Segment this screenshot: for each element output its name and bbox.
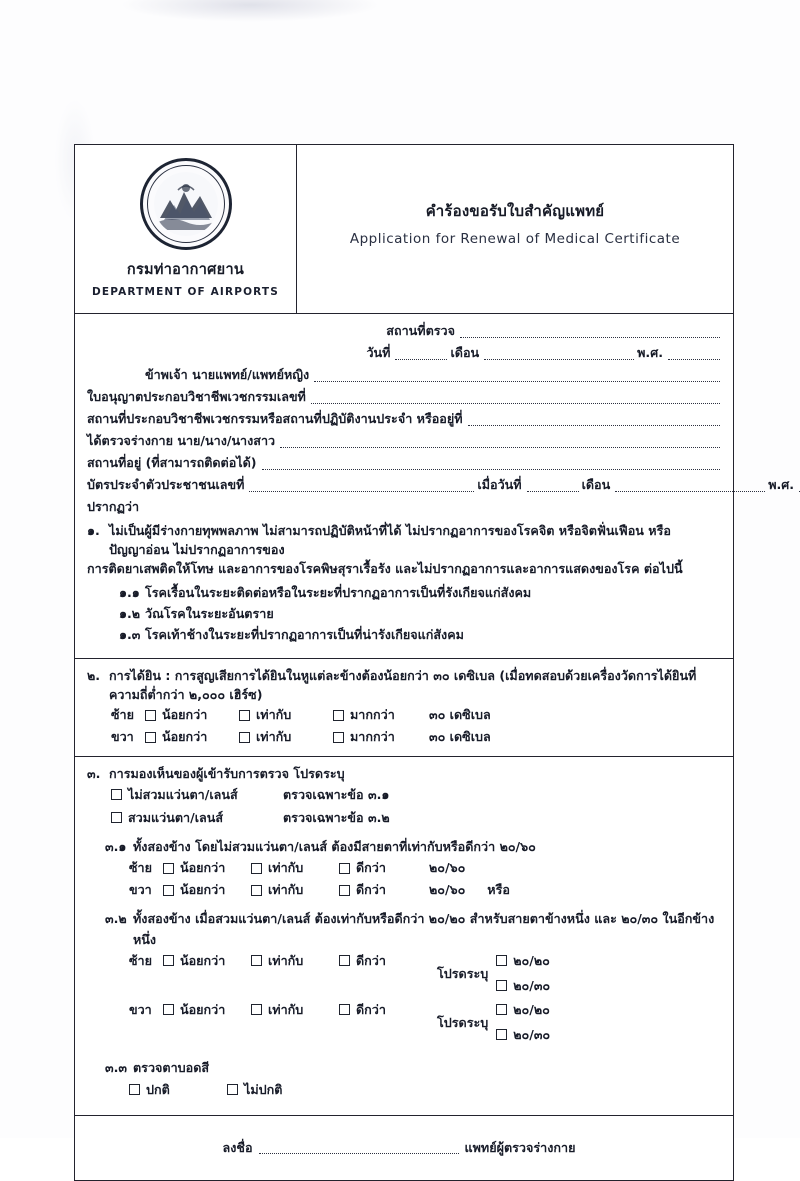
vision-32-left-better-option[interactable] bbox=[339, 950, 427, 971]
id-card-input[interactable] bbox=[249, 480, 474, 492]
checkbox-icon[interactable] bbox=[163, 955, 174, 966]
workplace-label: สถานที่ประกอบวิชาชีพเวชกรรมหรือสถานที่ปฏิบัติงานประจำ หรืออยู่ที่ bbox=[87, 411, 463, 426]
checkbox-icon[interactable] bbox=[339, 1004, 350, 1015]
option-label: ไม่สวมแว่นตา/เลนส์ bbox=[128, 787, 238, 802]
vision-31-left-less-option[interactable] bbox=[163, 857, 251, 879]
exam-place-input[interactable] bbox=[460, 326, 720, 338]
checkbox-icon[interactable] bbox=[496, 1029, 507, 1040]
checkbox-icon[interactable] bbox=[339, 955, 350, 966]
checkbox-icon[interactable] bbox=[163, 1004, 174, 1015]
exam-month-input[interactable] bbox=[484, 348, 634, 360]
option-label: เท่ากับ bbox=[268, 882, 304, 897]
checkbox-icon[interactable] bbox=[496, 1004, 507, 1015]
exam-day-label: วันที่ bbox=[366, 345, 391, 360]
vision-32-left-specify-label: โปรดระบุ bbox=[437, 965, 489, 981]
option-label: น้อยกว่า bbox=[180, 882, 226, 897]
hearing-side-label: ซ้าย bbox=[111, 707, 134, 722]
vision-32-left-specify-group bbox=[437, 950, 590, 996]
vision-32-right-specify-2030[interactable] bbox=[496, 1024, 590, 1045]
examinee-name-label: ได้ตรวจร่างกาย นาย/นาง/นางสาว bbox=[87, 433, 276, 448]
vision-32-right-specify-2020[interactable] bbox=[496, 999, 590, 1020]
section-3-1-heading-row bbox=[105, 836, 723, 857]
option-label: สวมแว่นตา/เลนส์ bbox=[128, 810, 224, 825]
department-seal-icon bbox=[140, 158, 232, 250]
applicant-details-section bbox=[75, 314, 795, 659]
option-label: เท่ากับ bbox=[268, 1002, 304, 1017]
option-label: ดีกว่า bbox=[356, 860, 386, 875]
section-1-number: ๑. bbox=[87, 523, 100, 538]
vision-32-right-specify-group bbox=[437, 999, 590, 1045]
vision-32-row-left bbox=[129, 950, 723, 996]
vision-32-right-better-option[interactable] bbox=[339, 999, 427, 1020]
hearing-row-right bbox=[111, 726, 723, 748]
vision-side-label: ขวา bbox=[129, 1002, 152, 1017]
section-3-2-number: ๓.๒ bbox=[105, 911, 127, 926]
section-1-item bbox=[119, 582, 723, 603]
section-2-heading: การได้ยิน : การสูญเสียการได้ยินในหูแต่ละข้างต้องน้อยกว่า ๓๐ เดซิเบล (เมื่อทดสอบด้วยเครื่องวัดการได้ยินที่ความถี่ต่ำกว่า ๒,๐๐๐ เฮิร์ซ) bbox=[109, 668, 697, 702]
section-2-clause bbox=[87, 666, 723, 704]
vision-32-right-less-option[interactable] bbox=[163, 999, 251, 1020]
vision-31-row-left bbox=[129, 857, 723, 879]
signature-input[interactable] bbox=[259, 1142, 459, 1154]
option-label: น้อยกว่า bbox=[162, 707, 208, 722]
id-card-label: บัตรประจำตัวประชาชนเลขที่ bbox=[87, 477, 245, 492]
medical-certificate-form bbox=[74, 144, 795, 1181]
vision-without-glasses-row bbox=[111, 783, 723, 806]
workplace-row bbox=[87, 409, 723, 430]
form-header bbox=[75, 145, 733, 314]
vision-with-glasses-option[interactable] bbox=[111, 806, 283, 829]
examinee-address-label: สถานที่อยู่ (ที่สามารถติดต่อได้) bbox=[87, 455, 257, 470]
option-label: ๒๐/๓๐ bbox=[513, 1027, 551, 1042]
vision-side-label: ซ้าย bbox=[129, 953, 152, 968]
hearing-side-label: ขวา bbox=[111, 729, 134, 744]
vision-side-label: ซ้าย bbox=[129, 860, 152, 875]
vision-31-left-better-option[interactable] bbox=[339, 857, 427, 879]
department-name-thai: กรมท่าอากาศยาน bbox=[126, 262, 245, 278]
option-label: น้อยกว่า bbox=[162, 729, 208, 744]
checkbox-icon[interactable] bbox=[129, 1084, 140, 1095]
option-label: น้อยกว่า bbox=[180, 860, 226, 875]
hearing-right-less-option[interactable] bbox=[145, 726, 239, 748]
vision-31-right-better-option[interactable] bbox=[339, 879, 427, 901]
license-number-input[interactable] bbox=[311, 392, 720, 404]
when-day-label: เมื่อวันที่ bbox=[477, 477, 522, 492]
section-3-2-heading: ทั้งสองข้าง เมื่อสวมแว่นตา/เลนส์ ต้องเท่ากับหรือดีกว่า ๒๐/๒๐ สำหรับสายตาข้างหนึ่ง และ ๒๐/๓๐ ในอีกข้างหนึ่ง bbox=[133, 911, 715, 947]
option-label: ๒๐/๒๐ bbox=[513, 1002, 550, 1017]
vision-31-left-value: ๒๐/๖๐ bbox=[429, 860, 466, 875]
option-label: น้อยกว่า bbox=[180, 953, 226, 968]
section-1-clause bbox=[87, 521, 723, 559]
section-1-item bbox=[119, 603, 723, 624]
checkbox-icon[interactable] bbox=[145, 710, 156, 721]
checkbox-icon[interactable] bbox=[496, 980, 507, 991]
exam-place-label: สถานที่ตรวจ bbox=[386, 323, 455, 338]
vision-with-glasses-note: ตรวจเฉพาะข้อ ๓.๒ bbox=[283, 810, 390, 825]
when-year-label: พ.ศ. bbox=[768, 477, 795, 492]
section-1-item-number: ๑.๒ bbox=[119, 606, 141, 621]
section-3-heading: การมองเห็นของผู้เข้ารับการตรวจ โปรดระบุ bbox=[109, 766, 345, 781]
license-number-label: ใบอนุญาตประกอบวิชาชีพเวชกรรมเลขที่ bbox=[87, 389, 306, 404]
vision-31-right-less-option[interactable] bbox=[163, 879, 251, 901]
option-label: ๒๐/๒๐ bbox=[513, 953, 550, 968]
hearing-left-more-option[interactable] bbox=[333, 704, 427, 726]
option-label: ดีกว่า bbox=[356, 882, 386, 897]
option-label: ๒๐/๓๐ bbox=[513, 978, 551, 993]
checkbox-icon[interactable] bbox=[111, 812, 122, 823]
vision-with-glasses-row bbox=[111, 806, 723, 829]
id-card-row bbox=[87, 475, 795, 496]
vision-32-left-specify-2030[interactable] bbox=[496, 975, 590, 996]
color-blindness-options-row bbox=[129, 1078, 723, 1101]
examinee-name-input[interactable] bbox=[280, 436, 720, 448]
option-label: เท่ากับ bbox=[268, 860, 304, 875]
when-day-input[interactable] bbox=[527, 480, 579, 492]
checkbox-icon[interactable] bbox=[227, 1084, 238, 1095]
vision-31-right-equal-option[interactable] bbox=[251, 879, 339, 901]
doctor-name-row bbox=[87, 365, 723, 386]
section-1-line-2: การติดยาเสพติดให้โทษ และอาการของโรคพิษสุราเรื้อรัง และไม่ปรากฏอาการและอาการแสดงของโรค ต่อไปนี้ bbox=[87, 561, 683, 576]
exam-month-label: เดือน bbox=[450, 345, 480, 360]
option-label: มากกว่า bbox=[350, 707, 395, 722]
section-1-item-number: ๑.๓ bbox=[119, 627, 141, 642]
when-month-input[interactable] bbox=[615, 480, 765, 492]
hearing-right-threshold: ๓๐ เดซิเบล bbox=[429, 729, 491, 744]
vision-32-left-less-option[interactable] bbox=[163, 950, 251, 971]
license-number-row bbox=[87, 387, 723, 408]
vision-31-right-value: ๒๐/๖๐ bbox=[429, 882, 466, 897]
signature-label: ลงชื่อ bbox=[222, 1140, 253, 1155]
appears-that-row bbox=[87, 497, 723, 518]
section-1-line-1: ไม่เป็นผู้มีร่างกายทุพพลภาพ ไม่สามารถปฏิบัติหน้าที่ได้ ไม่ปรากฏอาการของโรคจิต หรือจิตฟั่นเฟือน หรือปัญญาอ่อน ไม่ปรากฏอาการของ bbox=[109, 523, 671, 557]
option-label: ปกติ bbox=[146, 1082, 170, 1097]
checkbox-icon[interactable] bbox=[145, 732, 156, 743]
vision-side-label: ขวา bbox=[129, 882, 152, 897]
hearing-right-more-option[interactable] bbox=[333, 726, 427, 748]
hearing-left-equal-option[interactable] bbox=[239, 704, 333, 726]
checkbox-icon[interactable] bbox=[333, 732, 344, 743]
form-title-english: Application for Renewal of Medical Certificate bbox=[349, 231, 681, 247]
signature-row bbox=[75, 1116, 733, 1180]
checkbox-icon[interactable] bbox=[339, 863, 350, 874]
vision-31-left-equal-option[interactable] bbox=[251, 857, 339, 879]
checkbox-icon[interactable] bbox=[251, 1004, 262, 1015]
exam-date-row bbox=[87, 343, 723, 364]
doctor-name-input[interactable] bbox=[314, 370, 720, 382]
appears-that-label: ปรากฏว่า bbox=[87, 499, 140, 514]
header-title-cell bbox=[297, 145, 733, 313]
examinee-address-input[interactable] bbox=[262, 458, 720, 470]
section-3-2-heading-row bbox=[105, 908, 723, 950]
section-1-item-number: ๑.๑ bbox=[119, 585, 140, 600]
vision-32-right-equal-option[interactable] bbox=[251, 999, 339, 1020]
hearing-section bbox=[75, 659, 733, 757]
option-label: น้อยกว่า bbox=[180, 1002, 226, 1017]
section-3-3-number: ๓.๓ bbox=[105, 1060, 128, 1075]
vision-31-row-right bbox=[129, 879, 723, 901]
vision-32-left-specify-2020[interactable] bbox=[496, 950, 590, 971]
vision-without-glasses-option[interactable] bbox=[111, 783, 283, 806]
option-label: เท่ากับ bbox=[268, 953, 304, 968]
vision-without-glasses-note: ตรวจเฉพาะข้อ ๓.๑ bbox=[283, 787, 390, 802]
section-1-item-text: โรคเท้าช้างในระยะที่ปรากฏอาการเป็นที่น่ารังเกียจแก่สังคม bbox=[145, 627, 464, 642]
checkbox-icon[interactable] bbox=[111, 789, 122, 800]
option-label: ดีกว่า bbox=[356, 1002, 386, 1017]
department-name-english: DEPARTMENT OF AIRPORTS bbox=[92, 286, 279, 298]
option-label: เท่ากับ bbox=[256, 729, 292, 744]
checkbox-icon[interactable] bbox=[496, 955, 507, 966]
hearing-row-left bbox=[111, 704, 723, 726]
section-3-number: ๓. bbox=[87, 766, 101, 781]
vision-section bbox=[75, 757, 733, 1115]
vision-32-left-equal-option[interactable] bbox=[251, 950, 339, 971]
section-3-3-heading-row bbox=[105, 1057, 723, 1078]
option-label: ไม่ปกติ bbox=[244, 1082, 283, 1097]
section-1-item bbox=[119, 624, 723, 645]
exam-day-input[interactable] bbox=[395, 348, 447, 360]
checkbox-icon[interactable] bbox=[333, 710, 344, 721]
hearing-left-less-option[interactable] bbox=[145, 704, 239, 726]
doctor-name-label: ข้าพเจ้า นายแพทย์/แพทย์หญิง bbox=[145, 367, 310, 382]
section-3-3-heading: ตรวจตาบอดสี bbox=[133, 1060, 210, 1075]
checkbox-icon[interactable] bbox=[251, 885, 262, 896]
checkbox-icon[interactable] bbox=[239, 710, 250, 721]
checkbox-icon[interactable] bbox=[163, 863, 174, 874]
checkbox-icon[interactable] bbox=[251, 863, 262, 874]
checkbox-icon[interactable] bbox=[163, 885, 174, 896]
color-blindness-normal-option[interactable] bbox=[129, 1078, 227, 1101]
section-1-item-text: โรคเรื้อนในระยะติดต่อหรือในระยะที่ปรากฏอาการเป็นที่รังเกียจแก่สังคม bbox=[145, 585, 532, 600]
header-logo-cell bbox=[75, 145, 297, 313]
signature-section bbox=[75, 1115, 733, 1180]
examinee-address-row bbox=[87, 453, 723, 474]
section-3-clause bbox=[87, 764, 723, 783]
when-month-label: เดือน bbox=[581, 477, 611, 492]
option-label: มากกว่า bbox=[350, 729, 395, 744]
option-label: เท่ากับ bbox=[256, 707, 292, 722]
checkbox-icon[interactable] bbox=[251, 955, 262, 966]
hearing-left-threshold: ๓๐ เดซิเบล bbox=[429, 707, 491, 722]
exam-place-row bbox=[87, 321, 723, 342]
signature-role-label: แพทย์ผู้ตรวจร่างกาย bbox=[464, 1140, 576, 1155]
hearing-right-equal-option[interactable] bbox=[239, 726, 333, 748]
exam-year-label: พ.ศ. bbox=[637, 345, 663, 360]
section-2-number: ๒. bbox=[87, 668, 101, 683]
option-label: ดีกว่า bbox=[356, 953, 386, 968]
scan-artifact-top bbox=[120, 0, 380, 22]
vision-32-right-specify-label: โปรดระบุ bbox=[437, 1014, 489, 1030]
section-3-1-number: ๓.๑ bbox=[105, 839, 127, 854]
form-title-thai: คำร้องขอรับใบสำคัญแพทย์ bbox=[425, 202, 605, 220]
section-1-clause-cont bbox=[87, 559, 723, 578]
section-1-item-text: วัณโรคในระยะอันตราย bbox=[145, 606, 274, 621]
vision-31-or-word: หรือ bbox=[487, 882, 510, 897]
checkbox-icon[interactable] bbox=[239, 732, 250, 743]
color-blindness-abnormal-option[interactable] bbox=[227, 1078, 325, 1101]
exam-year-input[interactable] bbox=[668, 348, 720, 360]
workplace-input[interactable] bbox=[468, 414, 720, 426]
vision-32-row-right bbox=[129, 999, 723, 1045]
section-3-1-heading: ทั้งสองข้าง โดยไม่สวมแว่นตา/เลนส์ ต้องมีสายตาที่เท่ากับหรือดีกว่า ๒๐/๖๐ bbox=[133, 839, 536, 854]
examinee-name-row bbox=[87, 431, 723, 452]
checkbox-icon[interactable] bbox=[339, 885, 350, 896]
